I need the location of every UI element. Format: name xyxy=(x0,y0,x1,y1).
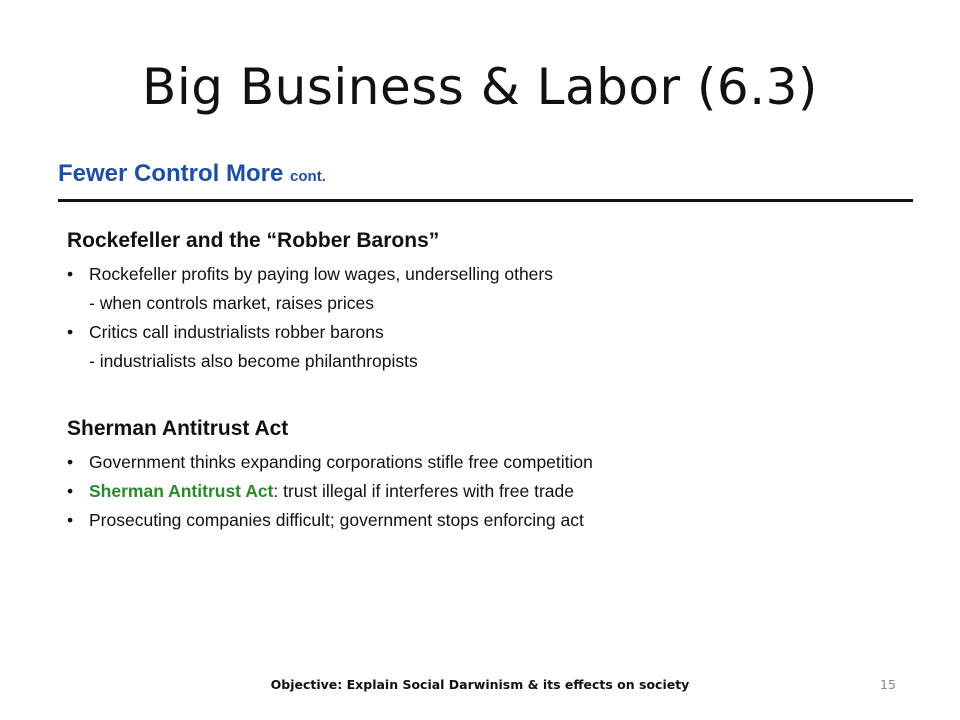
section-divider xyxy=(58,199,913,202)
list-item-text: Government thinks expanding corporations stifle free competition xyxy=(89,452,593,472)
list-item xyxy=(67,477,887,506)
section-sherman-act xyxy=(67,417,887,535)
section-rockefeller-list xyxy=(67,260,887,376)
list-subitem xyxy=(67,347,887,376)
section-heading-suffix: cont. xyxy=(290,168,326,185)
list-subitem xyxy=(67,289,887,318)
bullet-marker: • xyxy=(67,264,74,284)
bullet-marker: • xyxy=(67,322,74,342)
list-item-text: : trust illegal if interferes with free trade xyxy=(273,481,574,501)
bullet-marker: • xyxy=(67,510,74,530)
section-sherman-act-list xyxy=(67,448,887,535)
highlight-term: Sherman Antitrust Act xyxy=(89,481,274,501)
section-heading xyxy=(58,160,326,188)
list-item xyxy=(67,260,887,289)
slide-footer: Objective: Explain Social Darwinism & its effects on society xyxy=(270,677,690,692)
list-item-text: Prosecuting companies difficult; government stops enforcing act xyxy=(89,510,584,530)
list-item-text: Critics call industrialists robber barons xyxy=(89,322,384,342)
list-item xyxy=(67,318,887,347)
bullet-marker: • xyxy=(67,452,74,472)
bullet-marker: • xyxy=(67,481,74,501)
list-item xyxy=(67,448,887,477)
list-item-text: - industrialists also become philanthropists xyxy=(89,351,418,371)
slide-number: 15 xyxy=(880,677,896,692)
list-item xyxy=(67,506,887,535)
section-heading-text: Fewer Control More xyxy=(58,160,284,187)
section-rockefeller xyxy=(67,229,887,376)
section-rockefeller-heading: Rockefeller and the “Robber Barons” xyxy=(67,229,440,252)
list-item-text: - when controls market, raises prices xyxy=(89,293,374,313)
section-sherman-act-heading: Sherman Antitrust Act xyxy=(67,417,289,440)
list-item-text: Rockefeller profits by paying low wages, underselling others xyxy=(89,264,553,284)
slide-title: Big Business & Labor (6.3) xyxy=(142,58,818,116)
